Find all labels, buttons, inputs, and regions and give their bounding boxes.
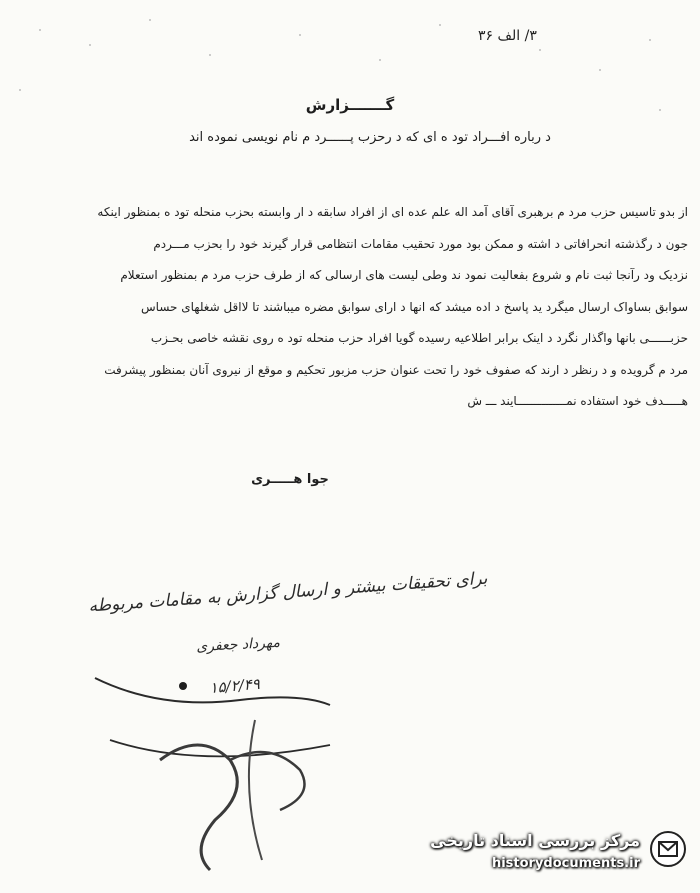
watermark-name: مرکز بررسی اسناد تاریخی [430,831,640,850]
watermark [430,831,640,871]
body-line: سوابق بساواک ارسال میگرد ید پاسخ د اده میشد که انها د ارای سوابق مضره میباشند تا لااقل شغلهای حساس [141,299,688,314]
signature-stroke [95,678,330,705]
scribble-stroke [160,745,237,870]
body-line: مرد م گرویده و د رنظر د ارند که صفوف خود را تحت عنوان حزب مزبور تحکیم و موقع از نیروی آنان بمنظور پیشرفت [104,362,688,377]
body-line: جون د رگذشته انحرافاتی د اشته و ممکن بود مورد تحقیب مقامات انتظامی قرار گیرند خود را بحزب مـــردم [153,236,688,251]
body-line: هـــــدف خود استفاده نمــــــــــــــایند ـــ ش [467,394,688,408]
document-subject: د رباره افـــراد تود ه ای که د رحزب پــــــرد م نام نویسی نموده اند [189,130,551,145]
document-closing-signature: جوا هـــــری [251,472,329,487]
scribble-stroke [230,752,305,810]
body-line: حزبــــــی بانها واگذار نگرد د اینک برابر اطلاعیه رسیده گویا افراد حزب منحله تود ه روی نقشه خاصی بحـزب [150,331,688,345]
ink-dot [179,682,187,690]
document-reference-number: ۳/ الف ۳۶ [478,28,537,44]
document-title: گـــــــزارش [305,96,395,114]
handwritten-name: مهرداد جعفری [195,634,281,656]
body-line: نزدیک ود رآنجا ثبت نام و شروع بفعالیت نمود ند وطی لیست های ارسالی که از طرف حزب مرد م بمنظور استعلام [120,268,688,282]
watermark-url: historydocuments.ir [491,856,640,871]
handwritten-date: ۱۵/۲/۴۹ [208,674,261,698]
scribble-stroke [249,720,262,860]
paper-speckles [19,19,661,111]
body-line: از بدو تاسیس حزب مرد م برهبری آقای آمد اله علم عده ای از افراد سابقه د ار وابسته بحزب منحله تود ه بمنظور اینکه [97,205,688,219]
signature-stroke [110,740,330,756]
watermark-logo-icon [648,829,688,869]
handwritten-annotation: برای تحقیقات بیشتر و ارسال گزارش به مقامات مربوطه [87,568,489,617]
